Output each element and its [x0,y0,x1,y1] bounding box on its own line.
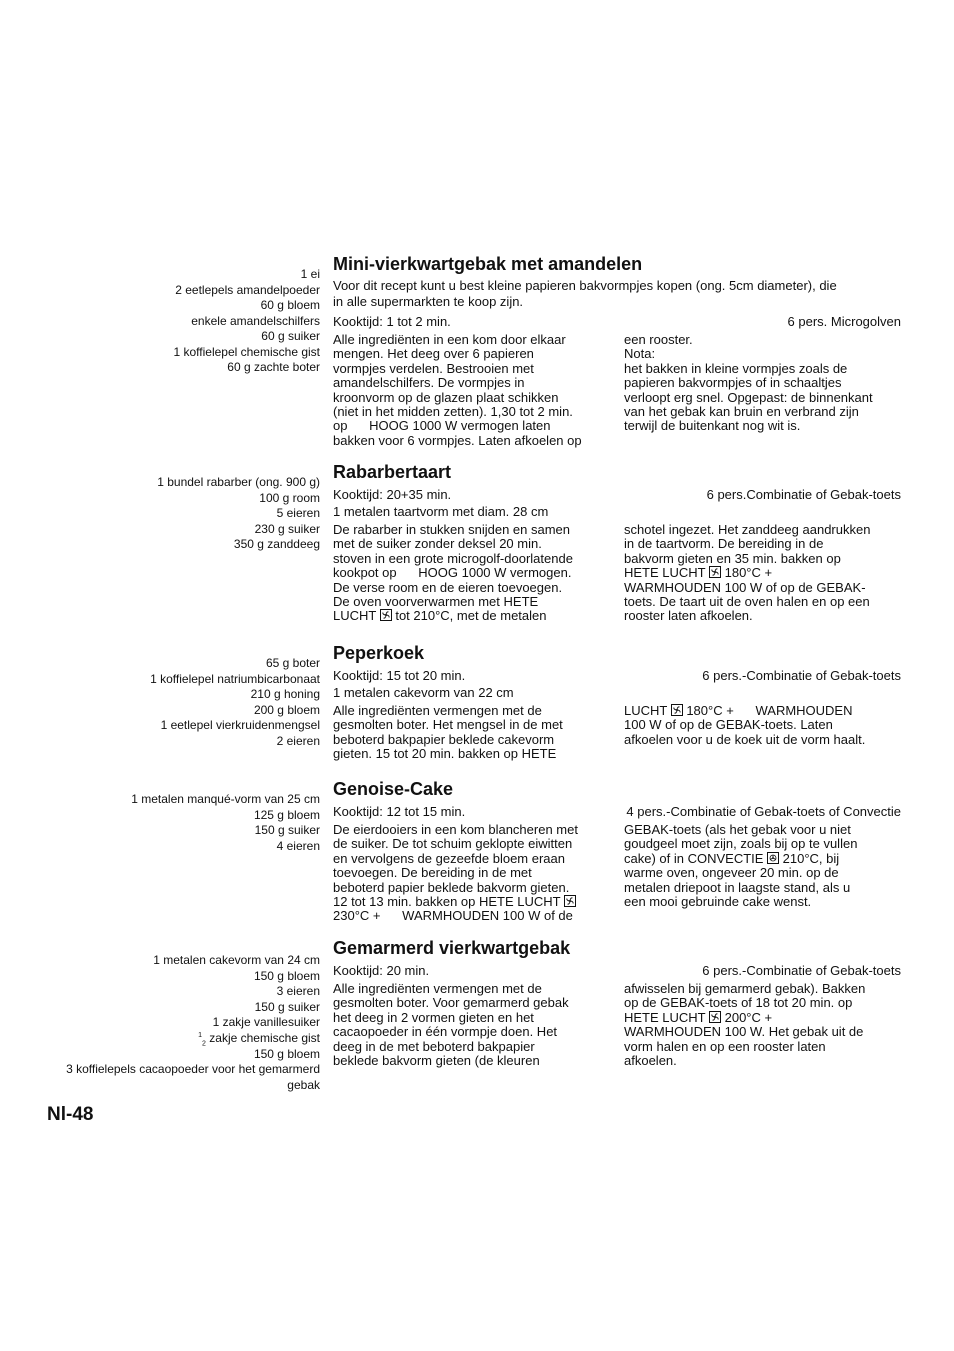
text-line: rooster laten afkoelen. [624,608,753,624]
text-run: HETE LUCHT [624,1009,709,1025]
text-line: 230°C + WARMHOUDEN 100 W of de [333,908,573,924]
ingredient-item: 3 eieren [276,984,320,999]
recipe-body [333,937,901,1068]
recipe-meta [333,962,901,979]
recipe-meta [333,486,901,503]
text-line: van het gebak kan bruin en verbrand zijn [624,404,859,420]
servings-mode: 4 pers.-Combinatie of Gebak-toets of Convectie [626,804,901,819]
ingredient-item: 1 metalen manqué-vorm van 25 cm [131,792,320,806]
text-line: schotel ingezet. Het zanddeeg aandrukken [624,522,871,537]
hot-air-icon [709,566,721,578]
text-line: Nota: [624,346,656,362]
ingredient-item: 1 bundel rabarber (ong. 900 g) [157,475,320,489]
text-line [624,852,901,866]
ingredient-item: 1 eetlepel vierkruidenmengsel [160,718,320,732]
text-run: tot 210°C, met de metalen [391,608,547,624]
text-line: papieren bakvormpjes of in schaaltjes [624,375,842,391]
recipe-title: Genoise-Cake [333,779,454,799]
text-run: 180°C + WARMHOUDEN [682,703,853,718]
fraction-denominator: 2 [202,1040,206,1048]
text-run: 12 tot 13 min. bakken op HETE LUCHT [333,894,564,910]
instructions-column-left [333,823,618,924]
ingredient-item: 150 g suiker [254,999,320,1014]
text-line: beboterd papier beklede bakvorm gieten. [333,879,570,895]
instructions-column-right [624,823,901,909]
recipe-body [333,778,901,924]
cooking-time: Kooktijd: 20 min. [333,963,430,978]
text-run: LUCHT [333,608,380,624]
recipe-body [333,461,901,624]
text-line: Alle ingrediënten vermengen met de [333,703,542,718]
recipe-equipment: 1 metalen taartvorm met diam. 28 cm [333,504,549,519]
text-line: een rooster. [624,332,693,347]
ingredient-list [0,475,320,553]
ingredient-item: 230 g suiker [254,521,320,536]
text-line: cacaopoeder in één vormpje doen. Het [333,1024,558,1040]
text-line: terwijl de buitenkant nog wit is. [624,418,801,434]
ingredient-item: 200 g bloem [253,702,320,717]
text-line: De rabarber in stukken snijden en samen [333,522,571,537]
text-line: Alle ingrediënten vermengen met de [333,981,542,996]
text-line: amandelschilfers. De vormpjes in [333,375,525,391]
text-line: Alle ingrediënten in een kom door elkaar [333,332,566,347]
recipe-instructions [333,333,901,448]
text-line [624,566,901,580]
fraction-numerator: 1 [198,1031,203,1039]
text-run: 180°C + [721,565,773,581]
ingredient-list [0,792,320,854]
text-line: op HOOG 1000 W vermogen laten [333,418,551,434]
ingredient-item: 150 g suiker [254,823,320,837]
ingredient-item: 2 eetlepels amandelpoeder [175,282,320,297]
hot-air-icon [709,1011,721,1023]
text-line: in de taartvorm. De bereiding in de [624,536,824,552]
servings-mode: 6 pers.Combinatie of Gebak-toets [706,487,901,502]
text-line [333,895,618,909]
text-line [624,704,901,718]
ingredient-item [0,1031,320,1047]
text-line: gieten. 15 tot 20 min. bakken op HETE [333,746,557,762]
text-line: goudgeel moet zijn, zoals bij op te vullen [624,836,858,852]
text-line: deeg in de met beboterd bakpapier [333,1038,535,1054]
recipe-instructions [333,704,901,762]
recipe-meta [333,803,901,820]
text-line: afkoelen voor u de koek uit de vorm haalt. [624,731,866,747]
recipe-title: Peperkoek [333,643,425,663]
text-line: 100 W of op de GEBAK-toets. Laten [624,717,833,733]
text-line [624,1011,901,1025]
recipe-meta [333,313,901,330]
text-line: WARMHOUDEN 100 W. Het gebak uit de [624,1024,864,1040]
recipe-title: Mini-vierkwartgebak met amandelen [333,254,643,274]
text-line: stoven in een grote microgolf-doorlatende [333,550,573,566]
ingredient-item: 1 zakje vanillesuiker [212,1015,320,1030]
text-line: WARMHOUDEN 100 W of op de GEBAK- [624,579,866,595]
instructions-column-left [333,333,618,448]
ingredient-item: 1 koffielepel natriumbicarbonaat [150,671,320,686]
cooking-time: Kooktijd: 12 tot 15 min. [333,804,466,819]
text-line: beklede bakvorm gieten (de kleuren [333,1053,540,1069]
ingredient-item: 60 g bloem [260,298,320,312]
recipe-instructions [333,823,901,924]
text-line [333,609,618,623]
text-line: in alle supermarkten te koop zijn. [333,294,524,309]
text-line: bakvorm gieten en 35 min. bakken op [624,550,841,566]
ingredient-item: gebak [287,1077,320,1092]
text-run: 210°C, bij [779,850,840,866]
servings-mode: 6 pers.-Combinatie of Gebak-toets [702,668,901,683]
recipe-body [333,642,901,762]
text-line: een mooi gebruinde cake wenst. [624,894,812,910]
hot-air-icon [380,609,392,621]
text-line: De oven voorverwarmen met HETE [333,594,539,610]
cooking-time: Kooktijd: 1 tot 2 min. [333,314,451,329]
instructions-column-right [624,704,901,747]
text-line: en vervolgens de gezeefde bloem eraan [333,850,565,866]
text-line: afkoelen. [624,1053,677,1069]
text-line: het bakken in kleine vormpjes zoals de [624,360,848,376]
text-line: warme oven, ongeveer 20 min. op de [624,865,839,881]
ingredient-list [0,656,320,749]
ingredient-item: 150 g bloem [253,1046,320,1061]
text-run: 200°C + [721,1009,773,1025]
text-line: gesmolten boter. Voor gemarmerd gebak [333,995,569,1011]
ingredient-item: 100 g room [259,490,320,505]
text-line: bakken voor 6 vormpjes. Laten afkoelen op [333,432,582,448]
ingredient-text: zakje chemische gist [205,1030,320,1045]
ingredient-item: 1 metalen cakevorm van 24 cm [153,953,320,967]
text-line: mengen. Het deeg over 6 papieren [333,346,534,362]
text-line: kroonvorm op de glazen plaat schikken [333,389,559,405]
instructions-column-left [333,523,618,624]
ingredient-item: 150 g bloem [253,968,320,983]
recipe-title: Gemarmerd vierkwartgebak [333,938,571,958]
ingredient-item: 210 g honing [250,687,320,701]
ingredient-item: 125 g bloem [253,807,320,822]
recipe-meta [333,667,901,684]
cooking-time: Kooktijd: 15 tot 20 min. [333,668,466,683]
ingredient-item: 3 koffielepels cacaopoeder voor het gemarmerd [66,1062,320,1077]
text-line: vormpjes verdelen. Bestrooien met [333,360,534,376]
text-line: (niet in het midden zetten). 1,30 tot 2 min. [333,404,573,420]
servings-mode: 6 pers. Microgolven [787,314,901,329]
ingredient-item: 4 eieren [276,838,320,853]
hot-air-icon [564,895,576,907]
text-line: op de GEBAK-toets of 18 tot 20 min. op [624,995,853,1011]
hot-air-icon [671,704,683,716]
ingredient-item: 2 eieren [276,733,320,748]
text-line: De verse room en de eieren toevoegen. [333,579,563,595]
servings-mode: 6 pers.-Combinatie of Gebak-toets [702,963,901,978]
ingredient-item: 60 g suiker [261,329,320,343]
recipe-equipment: 1 metalen cakevorm van 22 cm [333,685,514,700]
text-run: cake) of in CONVECTIE [624,850,768,866]
text-line: GEBAK-toets (als het gebak voor u niet [624,822,851,837]
text-line: beboterd bakpapier beklede cakevorm [333,731,555,747]
recipe-intro [333,278,901,310]
cooking-time: Kooktijd: 20+35 min. [333,487,452,502]
text-line: gesmolten boter. Het mengsel in de met [333,717,563,733]
ingredient-list [0,953,320,1093]
text-run: HETE LUCHT [624,565,709,581]
text-run: LUCHT [624,703,671,718]
ingredient-item: 1 ei [300,267,320,281]
text-line: afwisselen bij gemarmerd gebak). Bakken [624,981,866,996]
ingredient-item: 65 g boter [265,656,320,670]
instructions-column-left [333,704,618,762]
recipe-instructions [333,523,901,624]
convection-icon [767,852,779,864]
text-line: De eierdooiers in een kom blancheren met [333,822,578,837]
instructions-column-left [333,982,618,1068]
text-line: de suiker. De tot schuim geklopte eiwitten [333,836,573,852]
text-line: metalen driepoot in laagste stand, als u [624,879,851,895]
recipe-title: Rabarbertaart [333,462,452,482]
ingredient-item: 1 koffielepel chemische gist [173,344,320,359]
text-line: verloopt erg snel. Opgepast: de binnenkant [624,389,873,405]
recipe-instructions [333,982,901,1068]
ingredient-item: enkele amandelschilfers [191,313,320,328]
instructions-column-right [624,982,901,1068]
page-number: Nl-48 [47,1104,94,1125]
instructions-column-right [624,333,901,434]
instructions-column-right [624,523,901,624]
text-line: kookpot op HOOG 1000 W vermogen. [333,565,572,581]
text-line: met de suiker zonder deksel 20 min. [333,536,542,552]
recipe-body [333,253,901,448]
text-line: vorm halen en op een rooster laten [624,1038,826,1054]
text-line: het deeg in 2 vormen gieten en het [333,1009,534,1025]
text-line: toets. De taart uit de oven halen en op een [624,594,870,610]
text-line: toevoegen. De bereiding in de met [333,865,532,881]
ingredient-list [0,267,320,376]
ingredient-item: 60 g zachte boter [227,360,320,374]
ingredient-item: 5 eieren [276,506,320,520]
ingredient-item: 350 g zanddeeg [233,537,320,551]
text-line: Voor dit recept kunt u best kleine papieren bakvormpjes kopen (ong. 5cm diameter), die [333,278,837,293]
